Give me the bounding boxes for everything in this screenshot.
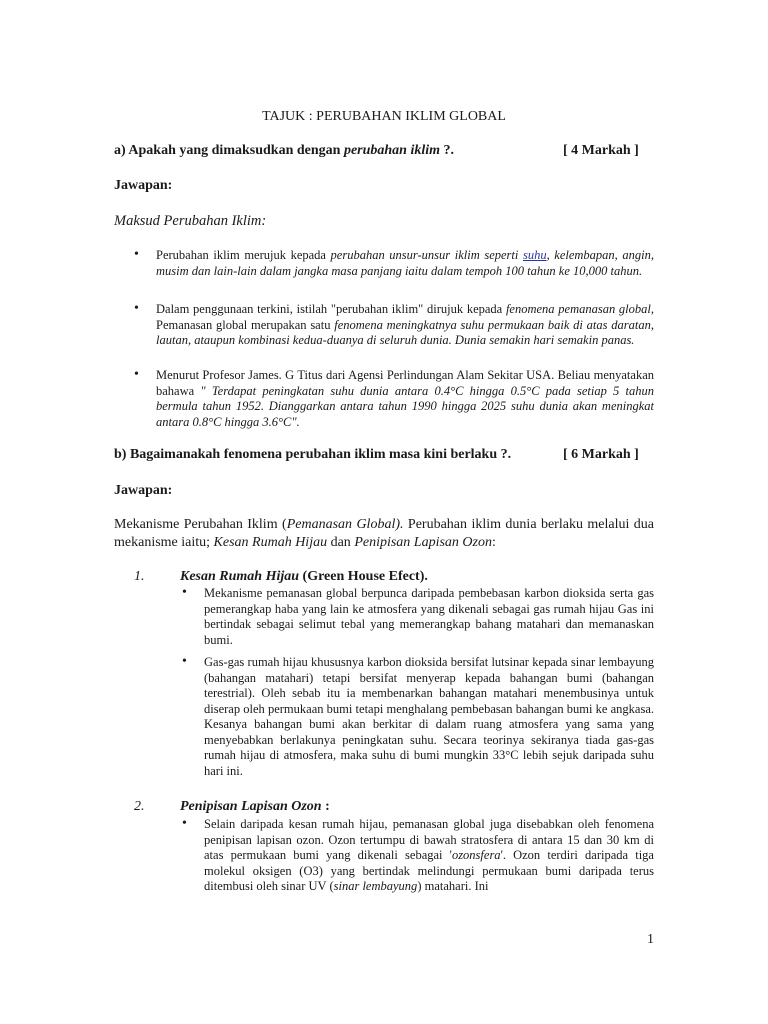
bullet-a-3-quote: " Terdapat peningkatan suhu dunia antara 0.4°C hingga 0.5°C pada setiap 5 tahun bermula tahun 1952. Dianggarkan antara tahun 1990 hingga 2025 suhu dunia akan meningkat antara 0.8°C hingga 3.6°C".	[156, 383, 655, 429]
intro-text-1: Mekanisme Perubahan Iklim (	[114, 517, 287, 532]
section-2-heading	[180, 799, 330, 815]
section-2-italic-2: sinar lembayung	[333, 879, 418, 893]
section-1-title-rest: (Green House Efect).	[299, 569, 428, 584]
question-a-term: perubahan iklim	[343, 143, 441, 158]
bullet-a-2-italic-2: fenomena meningkatnya suhu permukaan baik di atas daratan, lautan, ataupun kombinasi kedua-duanya di seluruh dunia. Dunia semakin hari semakin panas.	[156, 317, 654, 347]
definition-heading: Maksud Perubahan Iklim:	[114, 213, 267, 229]
page-title: TAJUK : PERUBAHAN IKLIM GLOBAL	[262, 109, 506, 124]
intro-text-3: dan	[327, 535, 355, 550]
suhu-link[interactable]: suhu	[522, 248, 547, 262]
bullet-a-3-text: Menurut Profesor James. G Titus dari Agensi Perlindungan Alam Sekitar USA. Beliau menyatakan bahawa	[156, 368, 654, 398]
question-a-marks: [ 4 Markah ]	[563, 143, 639, 158]
answer-b-label: Jawapan:	[114, 483, 173, 498]
section-2-title: Penipisan Lapisan Ozon	[180, 799, 322, 814]
intro-italic-2: Kesan Rumah Hijau	[213, 535, 328, 550]
bullet-a-1-text: Perubahan iklim merujuk kepada	[156, 248, 331, 262]
section-1-number: 1.	[134, 569, 145, 584]
page-number: 1	[647, 932, 654, 947]
answer-a-label: Jawapan:	[114, 178, 173, 193]
bullet-icon: •	[182, 816, 187, 831]
intro-italic-3: Penipisan Lapisan Ozon	[354, 535, 492, 550]
section-2-text-3: ) matahari. Ini	[417, 879, 489, 893]
section-1-heading	[180, 569, 428, 585]
bullet-icon: •	[182, 585, 187, 600]
section-1-bullet-1: Mekanisme pemanasan global berpunca daripada pembebasan karbon dioksida serta gas pemerangkap haba yang lain ke atmosfera yang dikenali sebagai gas rumah hijau Gas ini bertindak sebagai selimut tebal yang memerangkap bahang matahari dan memanaskan bumi.	[204, 586, 654, 647]
section-1-title: Kesan Rumah Hijau	[180, 569, 300, 584]
section-2-text-2: '. Ozon terdiri daripada tiga molekul oksigen (O3) yang bertindak melindungi permukaan bumi daripada terus ditembusi oleh sinar UV (	[204, 848, 654, 893]
bullet-a-2-text: Dalam penggunaan terkini, istilah "perubahan iklim" dirujuk kepada	[156, 302, 506, 316]
bullet-a-2	[156, 302, 654, 349]
bullet-a-1	[156, 248, 654, 279]
intro-italic-1: Pemanasan Global).	[286, 517, 404, 532]
intro-text-2: Perubahan iklim dunia berlaku melalui dua mekanisme iaitu;	[114, 517, 654, 550]
section-2-text-1: Selain daripada kesan rumah hijau, pemanasan global juga disebabkan oleh fenomena penipisan lapisan ozon. Ozon tertumpu di bawah stratosfera di antara 15 dan 30 km di atas permukaan bumi yang dikenali sebagai '	[204, 817, 654, 862]
question-a-prefix: a) Apakah yang dimaksudkan dengan	[114, 143, 344, 158]
intro-text-4: :	[492, 535, 496, 550]
bullet-icon: •	[182, 654, 187, 669]
section-2-bullet-1	[204, 817, 654, 895]
bullet-icon: •	[134, 247, 139, 262]
intro-paragraph	[114, 516, 654, 552]
bullet-a-3	[156, 368, 654, 430]
bullet-a-1-rest: , kelembapan, angin, musim dan lain-lain dalam jangka masa panjang iaitu dalam tempoh 100 tahun ke 10,000 tahun.	[156, 248, 654, 278]
bullet-icon: •	[134, 367, 139, 382]
question-b: b) Bagaimanakah fenomena perubahan iklim masa kini berlaku ?.	[114, 447, 512, 462]
section-2-title-rest: :	[321, 799, 330, 814]
bullet-a-2-text-2: Pemanasan global merupakan satu	[156, 317, 335, 332]
question-a	[114, 143, 454, 159]
section-2-italic-1: ozonsfera	[451, 848, 501, 862]
bullet-icon: •	[134, 301, 139, 316]
bullet-a-2-italic: fenomena pemanasan global,	[505, 302, 655, 316]
bullet-a-1-italic: perubahan unsur-unsur iklim seperti	[330, 248, 523, 262]
question-a-suffix: ?.	[440, 143, 455, 158]
section-1-bullet-2: Gas-gas rumah hijau khususnya karbon dioksida bersifat lutsinar kepada sinar lembayung (bahangan matahari) tetapi bersifat menyerap kepada bahangan bumi (bahangan terestrial). Oleh sebab itu ia membenarkan bahangan matahari menembusinya untuk diserap oleh permukaan bumi tetapi menghalang pembebasan bahangan bumi ke angkasa. Kesanya bahangan bumi akan berkitar di dalam ruang atmosfera yang sama yang menyebabkan berlakunya peningkatan suhu. Secara teorinya sekiranya tiada gas-gas rumah hijau di atmosfera, maka suhu di bumi mungkin 33°C lebih sejuk daripada suhu hari ini.	[204, 655, 654, 778]
section-2-number: 2.	[134, 799, 145, 814]
question-b-marks: [ 6 Markah ]	[563, 447, 639, 462]
